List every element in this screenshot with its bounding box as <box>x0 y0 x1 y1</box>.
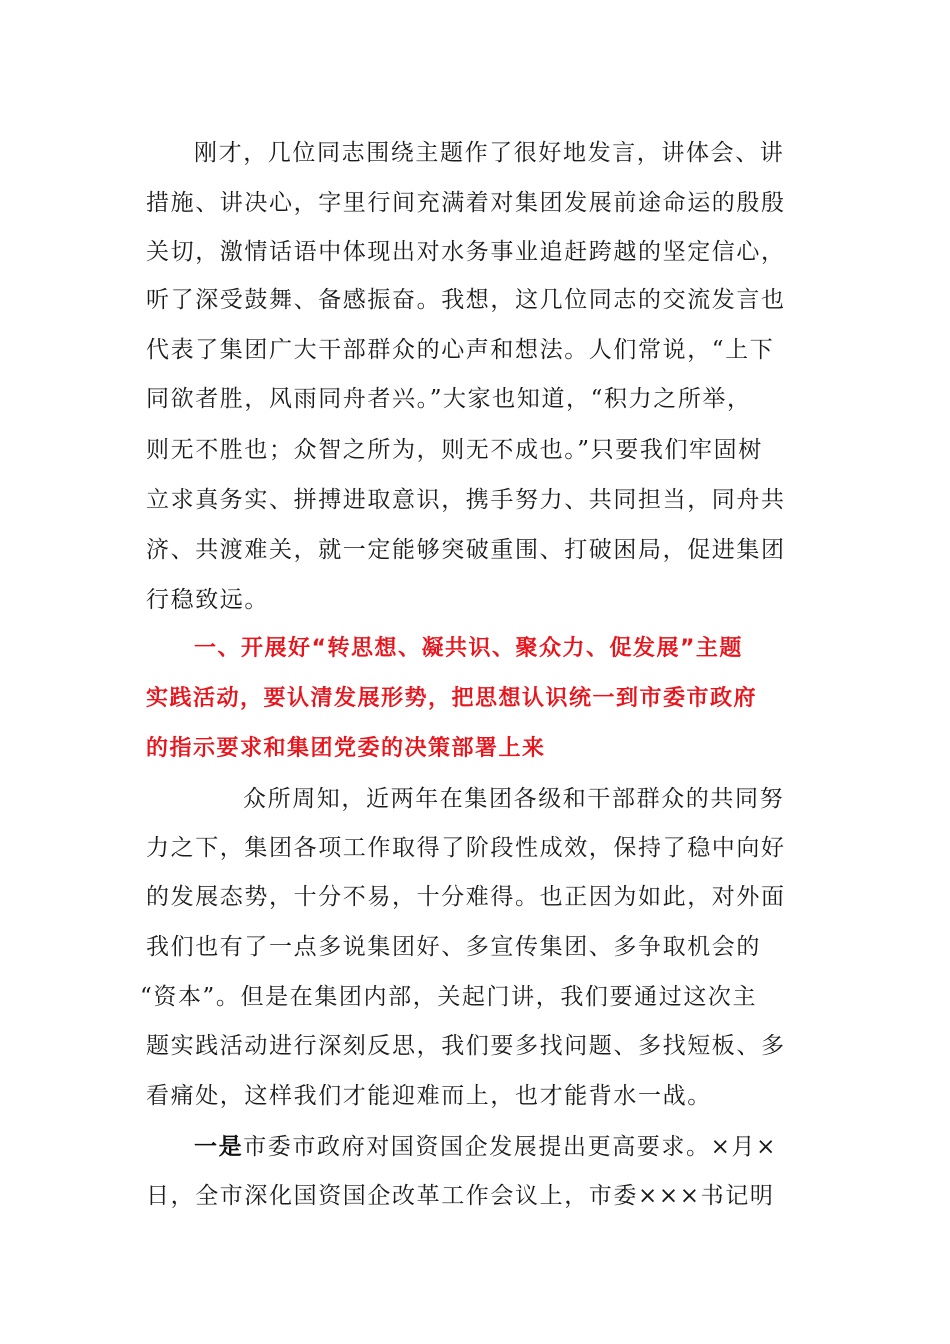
text-line: 的发展态势，十分不易，十分难得。也正因为如此，对外面 <box>146 884 786 910</box>
text-line: 众所周知，近两年在集团各级和干部群众的共同努 <box>243 786 785 812</box>
text-line: 题实践活动进行深刻反思，我们要多找问题、多找短板、多 <box>146 1033 786 1059</box>
text-line: 同欲者胜，风雨同舟者兴。”大家也知道，“积力之所举， <box>146 386 752 412</box>
text-line: 听了深受鼓舞、备感振奋。我想，这几位同志的交流发言也 <box>146 287 786 313</box>
text-line: 力之下，集团各项工作取得了阶段性成效，保持了稳中向好 <box>146 835 786 861</box>
text-line: 看痛处，这样我们才能迎难而上，也才能背水一战。 <box>146 1083 712 1109</box>
heading-line: 一、开展好“转思想、凝共识、聚众力、促发展”主题 <box>194 636 743 661</box>
text-line: 刚才，几位同志围绕主题作了很好地发言，讲体会、讲 <box>194 140 785 166</box>
text-line: 日，全市深化国资国企改革工作会议上，市委×××书记明 <box>146 1183 775 1209</box>
text-line: 措施、讲决心，字里行间充满着对集团发展前途命运的殷殷 <box>146 190 786 216</box>
text-line: 则无不胜也；众智之所为，则无不成也。”只要我们牢固树 <box>146 437 763 463</box>
text-line: 代表了集团广大干部群众的心声和想法。人们常说，“上下 <box>146 337 775 363</box>
lead-label: 一是 <box>194 1134 244 1160</box>
text-line: 行稳致远。 <box>146 587 269 613</box>
text-line: 立求真务实、拼搏进取意识，携手努力、共同担当，同舟共 <box>146 487 786 513</box>
text-line: “资本”。但是在集团内部，关起门讲，我们要通过这次主 <box>140 984 758 1010</box>
text-line <box>194 1127 806 1167</box>
lead-sentence: 市委市政府对国资国企发展提出更高要求。×月× <box>243 1134 777 1160</box>
text-line: 关切，激情话语中体现出对水务事业追赶跨越的坚定信心， <box>146 239 786 265</box>
heading-line: 的指示要求和集团党委的决策部署上来 <box>146 736 546 761</box>
text-line: 济、共渡难关，就一定能够突破重围、打破困局，促进集团 <box>146 537 786 563</box>
heading-line: 实践活动，要认清发展形势，把思想认识统一到市委市政府 <box>146 686 758 711</box>
text-line: 我们也有了一点多说集团好、多宣传集团、多争取机会的 <box>146 934 761 960</box>
